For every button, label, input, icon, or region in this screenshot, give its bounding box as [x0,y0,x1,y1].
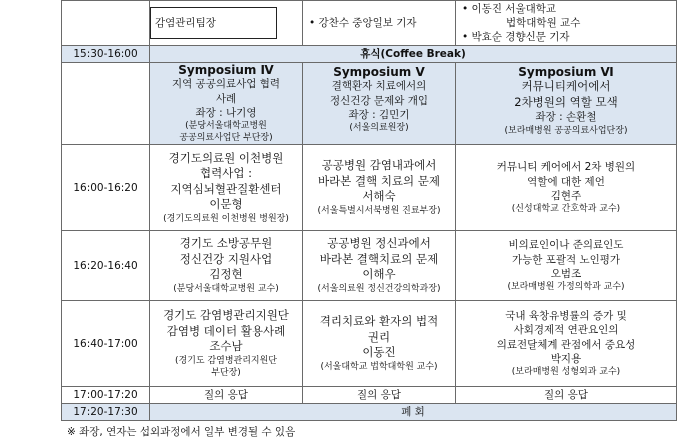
session-row [62,301,677,387]
talk-title: 공공병원 감염내과에서 [321,158,437,173]
talk-title: 가능한 포괄적 노인평가 [511,253,621,266]
symposium-chair: 좌장 : 김민기 [348,108,410,121]
speaker-name: 박지용 [550,352,582,365]
talk-title: 바라본 결핵 치료의 문제 [317,173,441,188]
symposium-chair-affiliation: (보라매병원 공공의료사업단장) [504,125,628,136]
symposium-line: 2차병원의 역할 모색 [514,94,618,109]
session-row [62,145,677,231]
symposium-title: Symposium Ⅳ [178,63,274,77]
symposium-chair-affiliation: (서울의료원장) [349,122,409,133]
talk-title: 바라본 결핵치료의 문제 [319,251,439,266]
speaker-affiliation: (보라매병원 가정의학과 교수) [507,281,625,292]
symposium-chair: 좌장 : 나기영 [195,106,257,119]
speaker-name: 이동진 [362,345,396,360]
symposium-line: 사례 [215,92,237,105]
symposium-line: 정신건강 문제와 개입 [330,94,428,107]
symposium-line: 지역 공공의료사업 협력 [171,78,281,91]
speaker-name: 김정현 [209,267,243,282]
qa-time: 17:00-17:20 [62,387,150,404]
talk-cell [150,231,303,301]
qa-row [62,387,677,404]
talk-cell [303,145,456,231]
talk-title: 경기도 소방공무원 [179,236,273,251]
talk-title: 사회경제적 연관요인의 [513,324,619,337]
talk-title: 격리치료와 환자의 법적 [319,314,439,329]
symposium-5-cell [303,63,456,145]
closing-row [62,404,677,421]
break-time: 15:30-16:00 [62,46,150,63]
speaker-name: 이해우 [362,267,396,282]
talk-cell [150,301,303,387]
talk-title: 정신건강 지원사업 [179,251,273,266]
symposium-line: 결핵환자 치료에서의 [331,80,427,93]
closing-time: 17:20-17:30 [62,404,150,421]
speaker-name: 김현주 [550,189,582,202]
panel-member: • 박효순 경향신문 기자 [462,31,570,44]
talk-title: 경기도 감염병관리지원단 [163,308,289,323]
empty-time-cell [62,63,150,145]
speaker-affiliation: (보라매병원 성형외과 교수) [511,366,621,377]
symposium-4-cell [150,63,303,145]
speaker-name: 오범조 [550,267,582,280]
talk-title: 공공병원 정신과에서 [327,236,431,251]
symposium-header-row [62,63,677,145]
talk-title: 커뮤니티 케어에서 2차 병원의 [496,161,636,174]
symposium-chair: 좌장 : 손환철 [535,111,597,124]
speaker-name: 이문형 [209,197,243,212]
speaker-affiliation: (경기도 감염병관리지원단 [174,355,277,366]
talk-title: 감염병 데이터 활용사례 [166,323,286,338]
talk-cell [456,301,677,387]
speaker-affiliation: (서울대학교 법학대학원 교수) [320,361,438,372]
symposium-title: Symposium Ⅴ [333,65,425,79]
closing-label: 폐 회 [150,404,677,421]
talk-cell [303,231,456,301]
session-time: 16:40-17:00 [62,301,150,387]
speaker-affiliation: (분당서울대학교병원 교수) [173,283,279,294]
talk-title: 지역심뇌혈관질환센터 [170,181,282,196]
qa-label: 질의 응답 [456,387,677,404]
session-time: 16:20-16:40 [62,231,150,301]
speaker-affiliation: (경기도의료원 이천병원 병원장) [163,213,289,224]
speaker-name: 조수남 [209,339,243,354]
break-row [62,46,677,63]
talk-title: 경기도의료원 이천병원 [168,150,284,165]
speaker-affiliation: (신성대학교 간호학과 교수) [511,203,621,214]
symposium-chair-affiliation: 공공의료사업단 부단장) [179,133,273,144]
qa-label: 질의 응답 [150,387,303,404]
talk-title: 협력사업 : [200,166,252,181]
talk-title: 비의료인이나 준의료인도 [508,239,624,252]
session-time: 16:00-16:20 [62,145,150,231]
footnote: ※ 좌장, 연자는 섭외과정에서 일부 변경될 수 있음 [67,426,296,438]
speaker-affiliation: (서울특별시서북병원 진료부장) [317,205,441,216]
speaker-name: 서해숙 [362,189,396,204]
symposium-line: 커뮤니티케어에서 [521,79,611,94]
symposium-title: Symposium Ⅵ [518,65,614,79]
panel-row [62,1,677,46]
talk-cell [456,231,677,301]
panel-member: • 강찬수 중앙일보 기자 [309,16,417,29]
talk-cell [150,145,303,231]
speaker-affiliation: 부단장) [211,367,241,378]
talk-title: 의료전달체계 관점에서 중요성 [496,338,636,351]
panel-role-cell [150,1,303,46]
empty-time-cell [62,1,150,46]
panel-col2 [303,1,456,46]
speaker-affiliation: (서울의료원 정신건강의학과장) [317,283,441,294]
panel-col3 [456,1,677,46]
panel-member-affiliation: 법학대학원 교수 [506,16,581,29]
session-row [62,231,677,301]
talk-title: 역할에 대한 제언 [527,175,605,188]
symposium-chair-affiliation: (분당서울대학교병원 [185,120,267,131]
qa-label: 질의 응답 [303,387,456,404]
schedule-table [61,0,677,421]
talk-title: 권리 [367,329,391,344]
break-label: 휴식(Coffee Break) [150,46,677,63]
talk-cell [303,301,456,387]
talk-cell [456,145,677,231]
symposium-6-cell [456,63,677,145]
talk-title: 국내 육창유병률의 증가 및 [505,310,627,323]
panel-role: 감염관리팀장 [150,7,277,39]
panel-member: • 이동진 서울대학교 [462,2,557,15]
